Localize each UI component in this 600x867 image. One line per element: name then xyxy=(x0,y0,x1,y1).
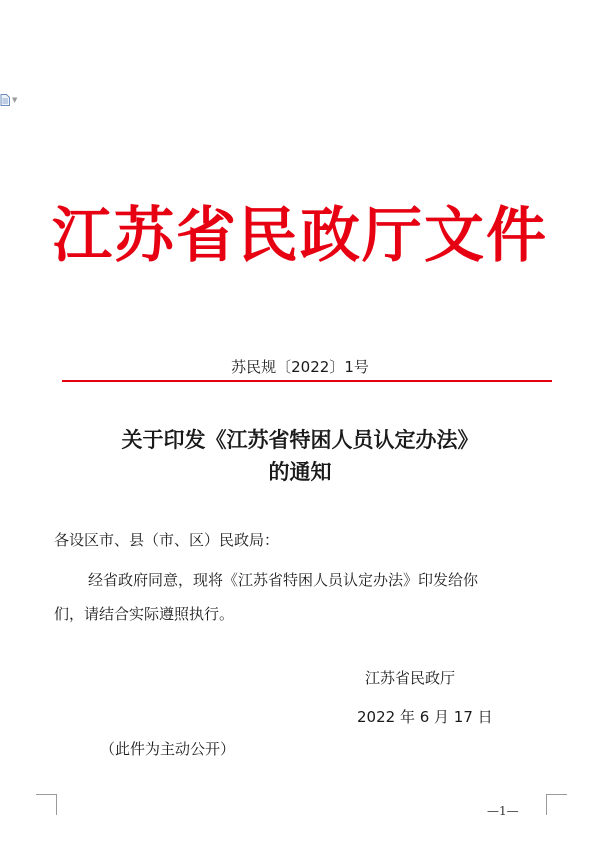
corner-crop-mark-right xyxy=(546,794,567,815)
red-separator-line xyxy=(62,380,552,382)
notice-title-line-2: 的通知 xyxy=(268,459,332,484)
page-number: —1— xyxy=(487,804,519,818)
salutation: 各设区市、县（市、区）民政局： xyxy=(54,531,280,549)
document-menu-icon[interactable] xyxy=(0,92,22,108)
notice-title xyxy=(0,424,600,488)
issue-date: 2022 年 6 月 17 日 xyxy=(357,708,493,726)
body-paragraph xyxy=(54,563,554,631)
body-line-2: 们，请结合实际遵照执行。 xyxy=(54,605,235,623)
document-icon xyxy=(0,94,10,106)
corner-crop-mark-left xyxy=(36,794,57,815)
body-line-1: 经省政府同意，现将《江苏省特困人员认定办法》印发给你 xyxy=(88,571,479,589)
disclosure-note: （此件为主动公开） xyxy=(100,740,236,758)
notice-title-line-1: 关于印发《江苏省特困人员认定办法》 xyxy=(121,427,479,452)
document-number: 苏民规〔2022〕1号 xyxy=(231,358,369,376)
document-header-title: 江苏省民政厅文件 xyxy=(52,201,548,271)
issuing-authority: 江苏省民政厅 xyxy=(365,669,456,687)
chevron-down-icon: ▼ xyxy=(12,96,18,104)
